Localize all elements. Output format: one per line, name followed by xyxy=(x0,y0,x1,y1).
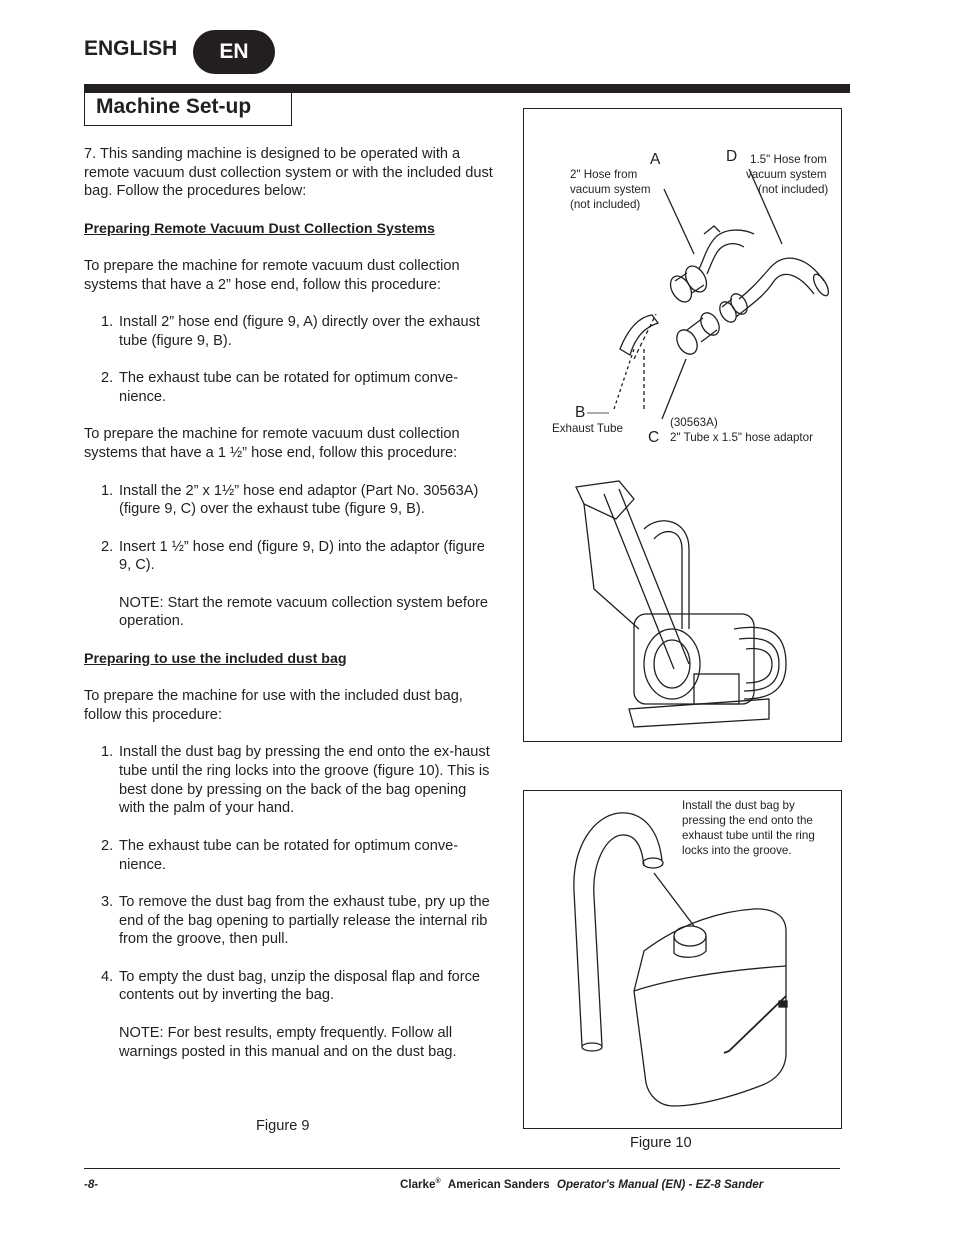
fig9-label-a-line: 2" Hose from xyxy=(570,168,638,181)
list-item: 2. Insert 1 ½” hose end (figure 9, D) into the adaptor (figure 9, C). xyxy=(101,538,485,574)
footer-manual: Operator's Manual (EN) - EZ-8 Sander xyxy=(556,1178,764,1191)
intro-paragraph: 7. This sanding machine is designed to be operated with a remote vacuum dust collection system or with the included dust bag. Follow the procedures below: xyxy=(84,146,493,200)
fig10-callout-line: Install the dust bag by xyxy=(682,799,795,812)
fig9-label-b: B xyxy=(575,404,586,421)
footer-reg: ® xyxy=(435,1178,441,1186)
fig9-label-d-line: vacuum system xyxy=(746,168,827,181)
fig10-callout-line: locks into the groove. xyxy=(682,844,792,857)
fig9-label-b-text: Exhaust Tube xyxy=(552,422,623,435)
figure-10-frame xyxy=(523,790,842,1129)
header-rule xyxy=(84,84,850,93)
figure-10-caption: Figure 10 xyxy=(630,1135,692,1151)
bag-intro: To prepare the machine for use with the included dust bag, follow this procedure: xyxy=(84,688,463,723)
fig9-label-c: C xyxy=(648,429,660,446)
footer-rule xyxy=(84,1168,840,1169)
fig9-label-c-line: 2" Tube x 1.5" hose adaptor xyxy=(670,431,813,444)
remote-note: NOTE: Start the remote vacuum collection system before operation. xyxy=(119,594,489,630)
fig9-label-c-line: (30563A) xyxy=(670,416,718,429)
body-text xyxy=(84,145,494,1080)
list-item: 1. Install the 2” x 1½” hose end adaptor (Part No. 30563A) (figure 9, C) over the exhaust tube (figure 9, B). xyxy=(101,482,479,518)
figure-9-illustration xyxy=(524,109,841,741)
page-number: -8- xyxy=(84,1178,99,1191)
footer-company: American Sanders xyxy=(447,1178,550,1191)
fig9-label-d-line: (not included) xyxy=(758,183,829,196)
bag-note: NOTE: For best results, empty frequently. Follow all warnings posted in this manual and on the dust bag. xyxy=(119,1024,457,1060)
section-title: Machine Set-up xyxy=(96,95,252,118)
list-item: 2. The exhaust tube can be rotated for optimum conve-nience. xyxy=(101,370,459,406)
remote-2in-intro: To prepare the machine for remote vacuum dust collection systems that have a 2” hose end, follow this procedure: xyxy=(84,258,460,293)
language-label: ENGLISH xyxy=(84,37,178,60)
fig9-label-d: D xyxy=(726,148,738,165)
figure-9-caption: Figure 9 xyxy=(256,1118,310,1134)
footer-text xyxy=(400,1178,763,1191)
figure-9-frame xyxy=(523,108,842,742)
list-item: 3. To remove the dust bag from the exhaust tube, pry up the end of the bag opening to partially release the internal rib from the groove, then pull. xyxy=(101,893,490,948)
list-item: 2. The exhaust tube can be rotated for optimum conve-nience. xyxy=(101,837,459,873)
fig9-label-d-line: 1.5" Hose from xyxy=(750,153,827,166)
heading-dust-bag: Preparing to use the included dust bag xyxy=(84,650,347,667)
language-badge: EN xyxy=(193,30,275,74)
fig9-label-a: A xyxy=(650,151,661,168)
fig9-label-a-line: vacuum system xyxy=(570,183,651,196)
list-item: 1. Install 2” hose end (figure 9, A) directly over the exhaust tube (figure 9, B). xyxy=(101,314,480,349)
list-item: 1. Install the dust bag by pressing the end onto the ex-haust tube until the ring locks into the groove (figure 10). This is best done by pressing on the back of the bag opening with the palm of your hand. xyxy=(101,744,490,817)
fig10-callout-line: exhaust tube until the ring xyxy=(682,829,815,842)
fig10-callout-line: pressing the end onto the xyxy=(682,814,813,827)
heading-remote-vacuum: Preparing Remote Vacuum Dust Collection Systems xyxy=(84,220,435,237)
fig9-label-a-line: (not included) xyxy=(570,198,641,211)
figure-10-illustration xyxy=(524,791,841,1128)
footer-brand: Clarke xyxy=(400,1178,436,1191)
list-item: 4. To empty the dust bag, unzip the disposal flap and force contents out by inverting the bag. xyxy=(101,968,481,1004)
remote-15in-intro: To prepare the machine for remote vacuum dust collection systems that have a 1 ½” hose end, follow this procedure: xyxy=(84,426,460,462)
